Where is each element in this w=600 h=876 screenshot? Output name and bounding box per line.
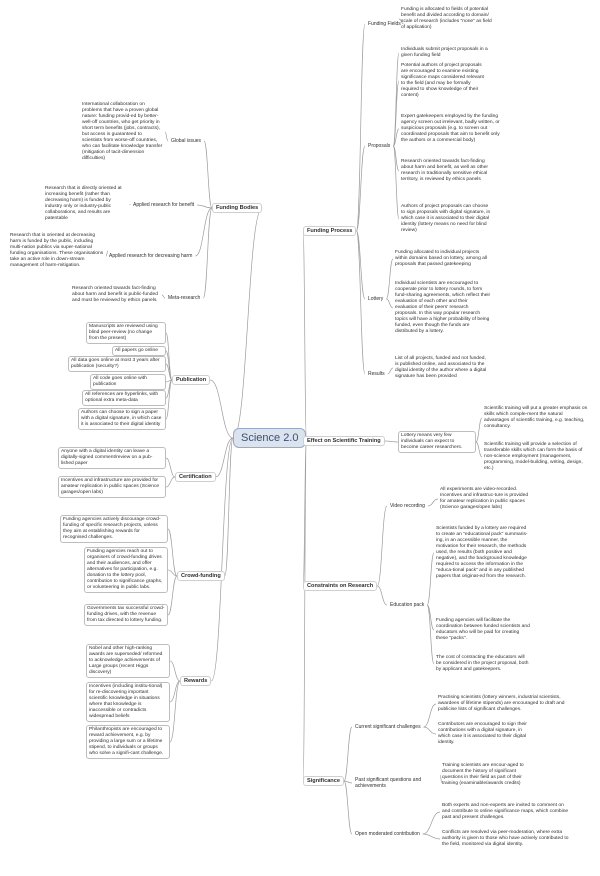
rewards-topic[interactable]: Rewards <box>180 676 211 686</box>
proposals-note: Individuals submit project proposals in a given funding field <box>401 47 488 58</box>
certification-note: Anyone with a digital identity can leave a digitally-signed comment/review on a pub-lished paper <box>58 447 166 469</box>
publication-note: All code goes online with publication <box>90 374 166 390</box>
crowd-funding-note: Funding agencies reach out to organisers of crowd-funding drives and their audiences, and offer alternatives for participation, e.g. donation to the lottery pool, contribution to significance graphs, or volunteering in public labs. <box>84 547 168 593</box>
connector <box>356 231 365 374</box>
applied-benefit-note: Research that is directly oriented at increasing benefit (rather than decreasing harm) is funded by industry only or industry-public collaborations, and results are patentable <box>45 186 122 221</box>
central-topic[interactable]: Science 2.0 <box>233 428 306 448</box>
education-pack-note: Funding agencies will facilitate the coordination between funded scientists and educators who will be paid for creating these "packs". <box>436 618 530 641</box>
education-pack-note: The cost of contracting the educators will be considered in the project proposal, both by applicant and gatekeepers. <box>436 655 529 672</box>
crowd-funding-note: Funding agencies actively discourage crowd-funding of specific research projects, unless they aim at establishing rewards for recognised challenges. <box>60 515 168 543</box>
funding-fields-topic[interactable]: Funding Fields <box>368 21 401 27</box>
current-challenges-note: Practising scientists (lottery winners, industrial scientists, awardees of lifetime stipends) are encouraged to draft and publicise lists of significant challenges. <box>438 695 565 712</box>
past-questions-topic[interactable] <box>352 776 442 790</box>
proposals-note: Research oriented towards fact-finding about harm and benefit, as well as other research in traditionally sensitive ethical territory, is reviewed by ethics panels <box>401 159 488 182</box>
connector <box>225 438 233 576</box>
connector <box>170 661 180 681</box>
connector <box>303 231 306 438</box>
connector <box>423 834 440 839</box>
open-contribution-note: Both experts and non-experts are invited to comment on and contribute to online significance maps, which combine past and present challenges. <box>442 803 569 820</box>
training-note: Scientific training will put a greater emphasis on skills which comple-ment the natural advantages of scientific training, e.g. teaching, consultancy. <box>484 406 588 429</box>
education-pack-topic[interactable]: Education pack <box>390 602 425 608</box>
connector <box>233 208 262 438</box>
rewards-note: Philanthropists are encouraged to reward achievement, e.g. by providing a large sum or a lifetime stipend, to individuals or groups who solve a signifi-cant challenge. <box>86 725 170 759</box>
funding-bodies-topic[interactable]: Funding Bodies <box>212 203 262 213</box>
connector <box>203 208 212 298</box>
proposals-note: Authors of project proposals can choose to sign proposals with digital signature, in which case it is associated to their digital identity (lottery means no need for blind review) <box>401 204 491 233</box>
certification-note: Incentives and infrastructure are provided for amateur replication in public spaces (Science garages/open labs) <box>58 476 166 498</box>
meta-research-note: Research oriented towards fact-finding about harm and benefit is public-funded and must be reviewed by ethics panels. <box>72 286 158 303</box>
connector <box>424 704 436 727</box>
crowd-funding-note: Governments tax successful crowd-funding drives, with the revenue from tax directed to lottery funding. <box>84 604 168 626</box>
global-issues-note: International collaboration on problems that have a proven global nature: funding provid-ed by better-well-off countries, who get priority in short term benefits (jobs, contracts), but access is guaranteed to scientists from worse-off countries, who can facilitate knowledge transfer (mitigation of tacit-dimension difficulties) <box>82 102 163 161</box>
applied-harm-topic[interactable]: Applied research for decreasing harm <box>109 253 193 259</box>
lottery-note: Funding allocated to individual projects within domains based on lottery, among all proposals that passed gatekeeping <box>395 250 488 267</box>
meta-research-topic[interactable]: Meta-research <box>168 295 201 301</box>
connector <box>427 553 434 605</box>
publication-note: Manuscripts are reviewed using blind peer-review (no change from the present) <box>86 322 166 344</box>
education-pack-note: Scientists funded by a lottery are required to create an "educational pack" summaris-ing, in an accessible manner, the motivation for their research, the methods used, the results (both positive and negative), and the background knowledge required to access the information in the "educa-tional pack" and in any published papers that originat-ed from the research. <box>436 526 528 579</box>
publication-topic[interactable]: Publication <box>172 375 210 385</box>
applied-benefit-topic[interactable]: Applied research for benefit <box>133 202 195 208</box>
connector <box>386 259 393 299</box>
connector <box>424 727 436 734</box>
funding-process-topic[interactable]: Funding Process <box>303 226 356 236</box>
connector <box>428 499 438 506</box>
training-note: Scientific training will provide a selection of transferable skills which can form the basis of non-science employment (management, programming, model-building, writing, design, etc.) <box>484 442 583 471</box>
connector <box>204 141 212 208</box>
connector <box>427 605 434 664</box>
publication-note: All references are hyperlinks, with optional extra meta-data <box>82 390 166 406</box>
proposals-note: Potential authors of project proposals are encouraged to examine existing significance maps considered relevant to the field (and may be formally required to show knowledge of their content) <box>401 63 484 98</box>
funding-fields-note: Funding is allocated to fields of potential benefit and divided according to domain/ scale of research (includes "none" as field of application) <box>401 7 492 30</box>
open-contribution-topic[interactable]: Open moderated contribution <box>355 831 420 837</box>
connector <box>168 576 177 615</box>
connector <box>385 441 398 442</box>
rewards-note: Incentives (including institu-tional) for re-discovering important scientific knowledge in situations where that knowledge is inaccessible or contradicts widespread beliefs <box>86 682 170 722</box>
connector <box>195 208 212 256</box>
connector <box>168 529 177 576</box>
connector <box>423 812 440 834</box>
publication-note: All papers go online <box>112 346 166 356</box>
connector <box>166 380 172 419</box>
connector <box>356 146 365 231</box>
connector <box>356 231 365 299</box>
certification-topic[interactable]: Certification <box>175 472 216 482</box>
connector <box>386 299 393 308</box>
open-contribution-note: Conflicts are resolved via peer-moderation, where extra authority is given to those who have actively contributed to the field, monitored via digital identity. <box>442 830 569 847</box>
publication-note: All data goes online at most 3 years after publication (security?) <box>68 356 166 372</box>
proposals-topic[interactable]: Proposals <box>368 143 391 149</box>
publication-note: Authors can choose to sign a paper with a digital signature, in which case it is associated to their digital identity <box>78 408 166 430</box>
rewards-note: Nobel and other high-ranking awards are superseded/ reformed to acknowledge achievements of Large groups (recent Higgs discovery) <box>86 644 170 678</box>
proposals-note: Expert gatekeepers employed by the funding agency screen out irrelevant, badly written, or suspicious proposals (e.g. to screen out coordinated proposals that aim to benefit only the authors or a commercial body) <box>401 114 500 143</box>
current-challenges-note: Contributors are encouraged to sign their contributions with a digital signature, in which case it is associated to their digital identity. <box>438 722 527 745</box>
connector <box>356 24 365 231</box>
applied-harm-note: Research that is oriented at decreasing harm is funded by the public, including multi-nation publics via super-national funding organisations. These organisations take an active role in down-stream management of harm-mitigation. <box>10 233 104 268</box>
training-lottery-note[interactable]: Lottery means very few individuals can expect to become career researchers. <box>398 431 476 453</box>
connector <box>197 205 212 208</box>
past-questions-note: Training scientists are encour-aged to document the history of significant questions in their field as part of their training (examinable/awards credits) <box>442 763 524 786</box>
video-recording-note: All experiments are video-recorded. Incentives and infrastruc-ture is provided for amateur replication in public spaces (Science garages/open labs) <box>440 487 529 510</box>
lottery-topic[interactable]: Lottery <box>368 296 384 302</box>
global-issues-topic[interactable]: Global issues <box>171 138 202 144</box>
past-questions-label: Past significant questions and achievements <box>355 777 422 789</box>
effect-on-training-topic[interactable]: Effect on Scientific Training <box>303 436 385 446</box>
significance-topic[interactable]: Significance <box>303 776 344 786</box>
results-note: List of all projects, funded and not funded, is published online, and associated to the digital identity of the author where a digital signature has been provided <box>395 356 487 379</box>
lottery-note: Individual scientists are encouraged to cooperate prior to lottery rounds, to form fund-sharing agreements, which reflect their evaluation of each other and their evaluation of their peers' research proposals. In this way popular research topics will have a higher probability of being funded, even though the funds are distributed by a lottery. <box>395 281 491 334</box>
connector <box>377 586 387 605</box>
connector <box>210 380 233 438</box>
constraints-topic[interactable]: Constraints on Research <box>303 581 377 591</box>
connector <box>166 458 175 477</box>
connector <box>344 781 352 834</box>
video-recording-topic[interactable]: Video recording <box>390 503 425 509</box>
crowd-funding-topic[interactable]: Crowd-funding <box>177 571 225 581</box>
connector <box>377 506 387 586</box>
connector <box>344 727 352 781</box>
results-topic[interactable]: Results <box>368 371 385 377</box>
current-challenges-topic[interactable]: Current significant challenges <box>355 724 421 730</box>
connector <box>166 477 175 487</box>
